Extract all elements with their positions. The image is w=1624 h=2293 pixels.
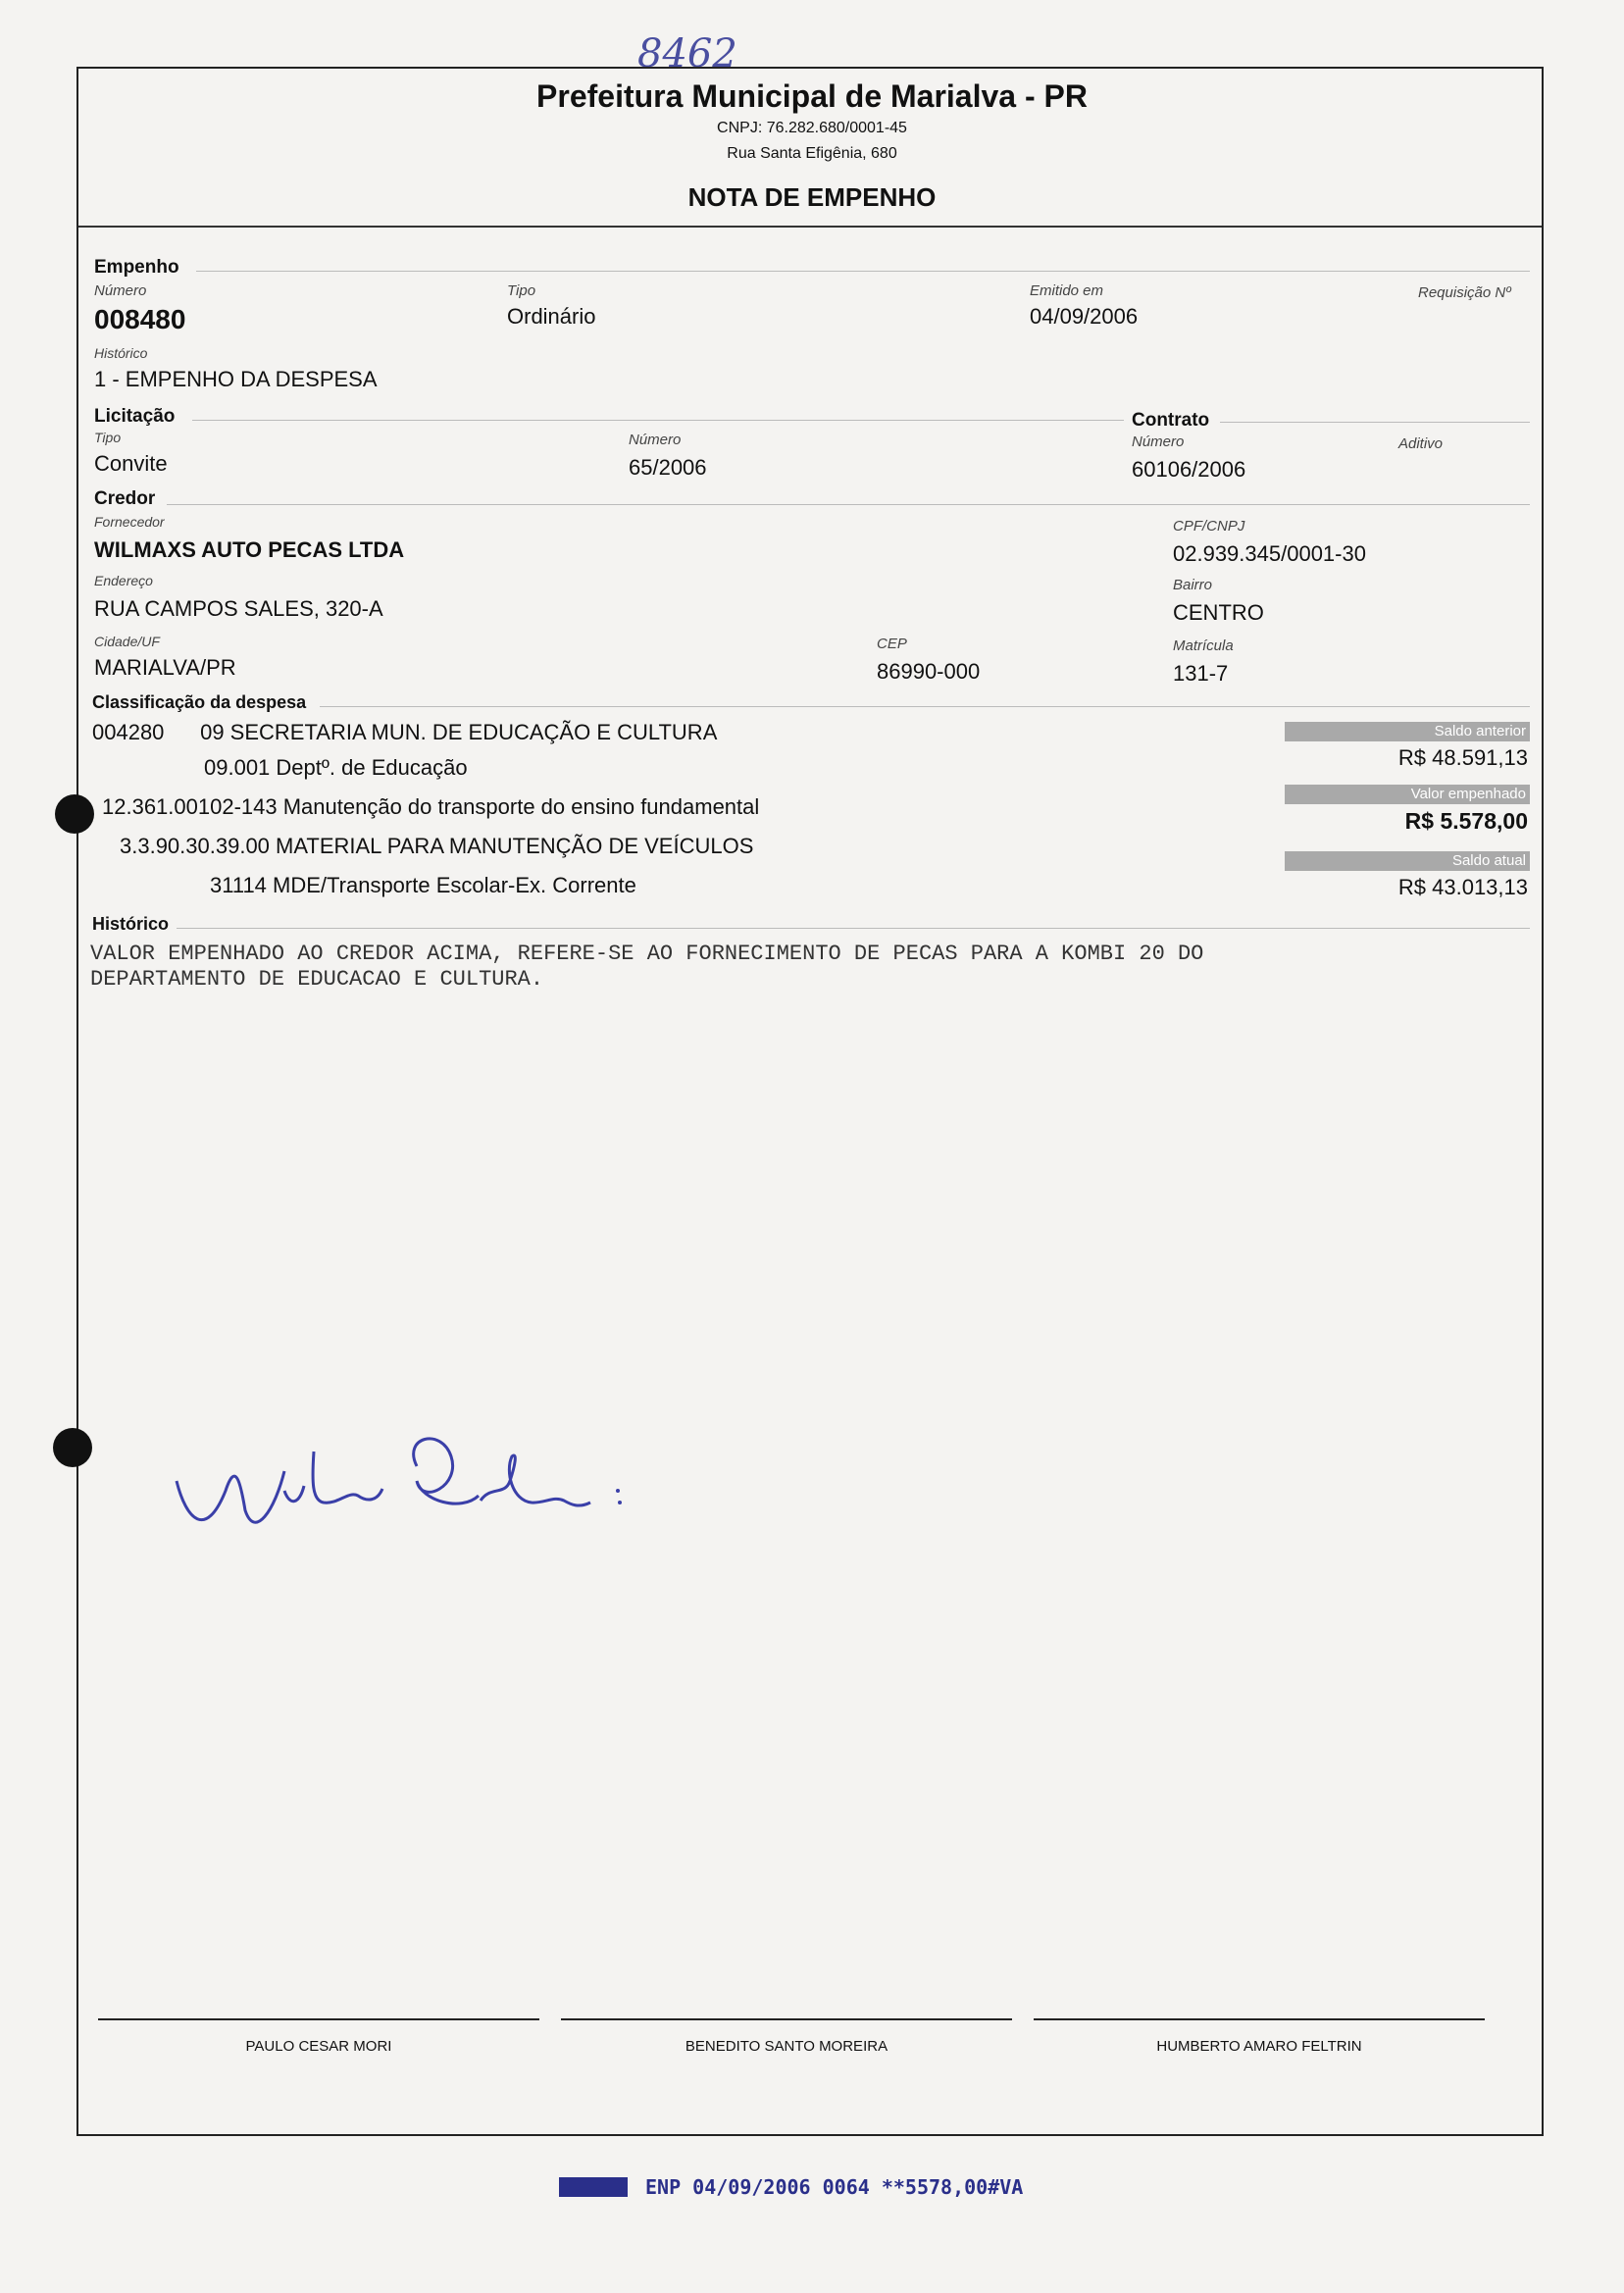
contrato-numero-label: Número	[1132, 433, 1185, 450]
endereco-label: Endereço	[94, 573, 153, 588]
licitacao-section-label: Licitação	[94, 406, 176, 427]
classificacao-line-1: 004280 09 SECRETARIA MUN. DE EDUCAÇÃO E CULTURA	[92, 720, 718, 744]
valor-empenhado: R$ 5.578,00	[1404, 808, 1528, 834]
empenho-numero-label: Número	[94, 282, 147, 299]
classificacao-line-3: 12.361.00102-143 Manutenção do transporte do ensino fundamental	[102, 794, 760, 819]
empenho-historico-label: Histórico	[94, 345, 148, 361]
cpf-cnpj: 02.939.345/0001-30	[1173, 541, 1366, 566]
doc-title: NOTA DE EMPENHO	[687, 182, 937, 212]
credor-rule	[167, 504, 1530, 505]
cidade: MARIALVA/PR	[94, 655, 236, 680]
empenho-rule	[196, 271, 1530, 272]
contrato-numero: 60106/2006	[1132, 457, 1246, 482]
empenho-numero: 008480	[94, 304, 186, 334]
address-text: Rua Santa Efigênia, 680	[727, 145, 897, 162]
signature-name-3: HUMBERTO AMARO FELTRIN	[1156, 2038, 1362, 2055]
historico-line-2: DEPARTAMENTO DE EDUCACAO E CULTURA.	[90, 967, 544, 992]
classificacao-section-label: Classificação da despesa	[92, 692, 307, 712]
endereco: RUA CAMPOS SALES, 320-A	[94, 596, 383, 621]
signature-line-2	[561, 2018, 1012, 2020]
signature-name-2: BENEDITO SANTO MOREIRA	[685, 2038, 888, 2055]
punch-hole-bottom	[53, 1428, 92, 1467]
licitacao-tipo: Convite	[94, 451, 168, 476]
signature-line-1	[98, 2018, 539, 2020]
licitacao-rule	[192, 420, 1124, 421]
aditivo-label: Aditivo	[1398, 435, 1444, 452]
matricula: 131-7	[1173, 661, 1229, 686]
svg-text:8462: 8462	[637, 31, 737, 76]
requisicao-label: Requisição Nº	[1418, 284, 1511, 301]
contrato-rule	[1220, 422, 1530, 423]
historico-section-label: Histórico	[92, 914, 170, 934]
empenho-historico: 1 - EMPENHO DA DESPESA	[94, 367, 378, 391]
fornecedor-name: WILMAXS AUTO PECAS LTDA	[94, 537, 405, 562]
classificacao-line-5: 31114 MDE/Transporte Escolar-Ex. Corrente	[210, 873, 636, 897]
saldo-anterior-label: Saldo anterior	[1285, 722, 1530, 741]
header-separator	[78, 226, 1542, 228]
emitido-date: 04/09/2006	[1030, 304, 1139, 329]
bank-stamp-text: ENP 04/09/2006 0064 **5578,00#VA	[645, 2175, 1024, 2199]
empenho-tipo: Ordinário	[507, 304, 596, 329]
punch-hole-top	[55, 794, 94, 834]
signature-name-1: PAULO CESAR MORI	[245, 2038, 392, 2055]
licitacao-numero-label: Número	[629, 432, 682, 448]
classificacao-rule	[320, 706, 1530, 707]
contrato-section-label: Contrato	[1132, 410, 1210, 431]
municipality-title: Prefeitura Municipal de Marialva - PR	[536, 78, 1088, 114]
cidade-label: Cidade/UF	[94, 634, 160, 649]
bank-stamp-mark	[559, 2177, 628, 2197]
saldo-anterior: R$ 48.591,13	[1397, 745, 1528, 770]
fornecedor-label: Fornecedor	[94, 514, 165, 530]
matricula-label: Matrícula	[1173, 637, 1234, 654]
historico-rule	[177, 928, 1530, 929]
saldo-atual: R$ 43.013,13	[1397, 875, 1528, 899]
valor-empenhado-label: Valor empenhado	[1285, 785, 1530, 804]
emitido-label: Emitido em	[1030, 282, 1104, 299]
signature-line-3	[1034, 2018, 1485, 2020]
cnpj-text: CNPJ: 76.282.680/0001-45	[717, 120, 907, 136]
bairro-label: Bairro	[1173, 577, 1213, 593]
cep-label: CEP	[877, 636, 907, 652]
handwritten-signature	[167, 1295, 637, 1550]
bairro: CENTRO	[1173, 600, 1264, 625]
historico-line-1: VALOR EMPENHADO AO CREDOR ACIMA, REFERE-SE AO FORNECIMENTO DE PECAS PARA A KOMBI 20 DO	[90, 942, 1204, 966]
classificacao-line-2: 09.001 Deptº. de Educação	[204, 755, 468, 780]
classificacao-line-4: 3.3.90.30.39.00 MATERIAL PARA MANUTENÇÃO DE VEÍCULOS	[120, 834, 754, 858]
licitacao-numero: 65/2006	[629, 455, 707, 480]
cep: 86990-000	[877, 659, 981, 684]
saldo-atual-label: Saldo atual	[1285, 851, 1530, 871]
licitacao-tipo-label: Tipo	[94, 430, 122, 445]
empenho-tipo-label: Tipo	[507, 282, 536, 299]
credor-section-label: Credor	[94, 488, 156, 509]
empenho-section-label: Empenho	[94, 257, 179, 278]
cpf-cnpj-label: CPF/CNPJ	[1173, 518, 1245, 535]
